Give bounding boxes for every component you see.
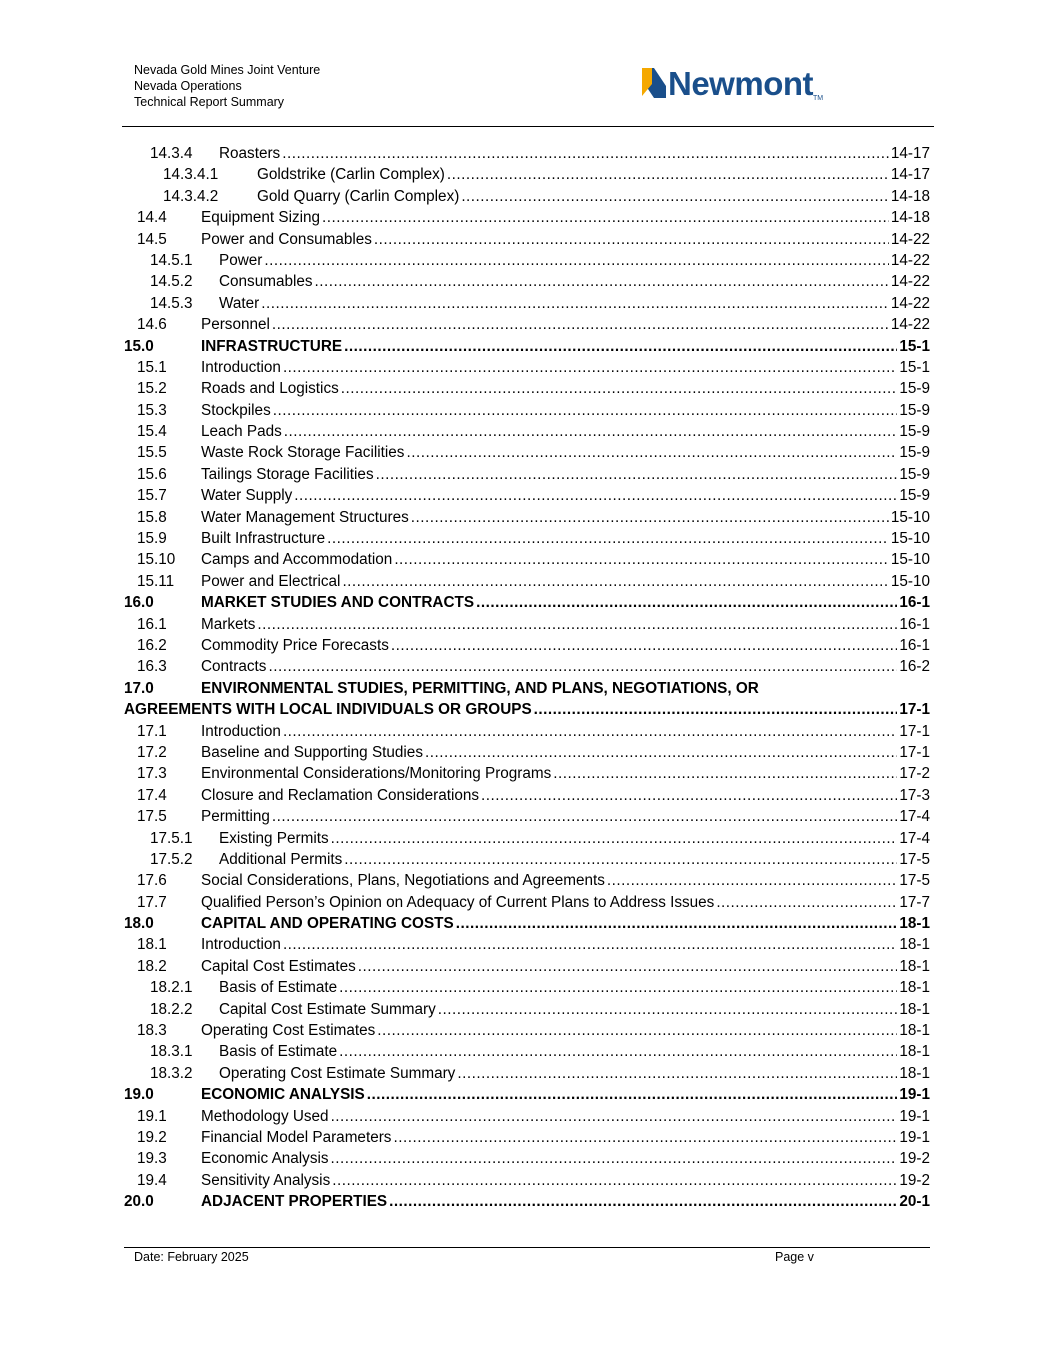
- toc-entry-title: Permitting: [201, 808, 270, 826]
- toc-entry-page: 19-1: [899, 1128, 930, 1146]
- toc-entry[interactable]: [124, 656, 930, 677]
- toc-entry[interactable]: [124, 699, 930, 720]
- toc-entry[interactable]: [124, 592, 930, 613]
- dot-leader: [391, 635, 898, 656]
- toc-entry-title: Power: [219, 251, 263, 269]
- toc-entry[interactable]: [124, 421, 930, 442]
- toc-entry-title: AGREEMENTS WITH LOCAL INDIVIDUALS OR GROUPS: [124, 701, 532, 719]
- header-divider: [122, 126, 934, 127]
- dot-leader: [377, 1020, 897, 1041]
- toc-entry-page: 17-1: [899, 743, 930, 761]
- toc-entry-page: 17-5: [899, 850, 930, 868]
- toc-entry-title: Gold Quarry (Carlin Complex): [257, 187, 460, 205]
- toc-entry[interactable]: [124, 507, 930, 528]
- toc-entry-page: 15-1: [899, 358, 930, 376]
- toc-entry-page: 18-1: [899, 1022, 930, 1040]
- toc-entry-number: 17.5.2: [150, 850, 193, 868]
- toc-entry-number: 15.6: [137, 465, 167, 483]
- toc-entry-page: 18-1: [899, 915, 930, 933]
- toc-entry-page: 14-22: [890, 230, 930, 248]
- toc-entry-title: Roasters: [219, 145, 281, 162]
- toc-entry-title: Water Supply: [201, 487, 293, 505]
- logo-trademark: TM: [813, 95, 824, 102]
- toc-entry-title: INFRASTRUCTURE: [201, 337, 343, 355]
- toc-entry-title: ECONOMIC ANALYSIS: [201, 1086, 365, 1104]
- toc-entry-number: 18.0: [124, 915, 154, 933]
- toc-entry-number: 15.3: [137, 401, 167, 419]
- toc-entry-page: 16-2: [899, 658, 930, 676]
- toc-entry-title: Additional Permits: [219, 850, 343, 868]
- toc-entry-title: Leach Pads: [201, 423, 282, 441]
- toc-entry-number: 15.2: [137, 380, 167, 398]
- toc-entry-number: 18.3: [137, 1022, 167, 1040]
- toc-entry-title: Consumables: [219, 273, 313, 291]
- toc-entry-number: 15.4: [137, 423, 167, 441]
- toc-entry-title: Existing Permits: [219, 829, 329, 847]
- toc-entry-title: Waste Rock Storage Facilities: [201, 444, 405, 462]
- toc-entry[interactable]: [124, 229, 930, 250]
- dot-leader: [457, 1063, 897, 1084]
- toc-entry[interactable]: [124, 849, 930, 870]
- dot-leader: [411, 507, 889, 528]
- dot-leader: [261, 293, 889, 314]
- toc-entry[interactable]: [124, 1041, 930, 1062]
- dot-leader: [332, 1170, 897, 1191]
- toc-entry-page: 14-18: [890, 209, 930, 227]
- toc-entry-page: 16-1: [899, 636, 930, 654]
- toc-entry[interactable]: [124, 336, 930, 357]
- toc-entry-page: 16-1: [899, 615, 930, 633]
- toc-entry-page: 19-2: [899, 1171, 930, 1189]
- toc-entry[interactable]: [124, 293, 930, 314]
- toc-entry[interactable]: [124, 378, 930, 399]
- toc-entry-title: Commodity Price Forecasts: [201, 636, 389, 654]
- toc-entry-title: Closure and Reclamation Considerations: [201, 786, 480, 804]
- toc-entry-title: Built Infrastructure: [201, 530, 326, 548]
- document-header: [134, 62, 320, 110]
- dot-leader: [389, 1191, 897, 1212]
- dot-leader: [283, 934, 897, 955]
- toc-entry-title: CAPITAL AND OPERATING COSTS: [201, 915, 454, 933]
- toc-entry[interactable]: [124, 164, 930, 185]
- toc-entry-number: 15.5: [137, 444, 167, 462]
- toc-entry[interactable]: [124, 485, 930, 506]
- toc-entry[interactable]: [124, 956, 930, 977]
- dot-leader: [327, 528, 889, 549]
- newmont-mark-icon: [640, 66, 668, 100]
- dot-leader: [461, 186, 889, 207]
- dot-leader: [322, 207, 889, 228]
- toc-entry-page: 15-1: [899, 337, 930, 355]
- toc-entry[interactable]: [124, 892, 930, 913]
- toc-entry-number: 19.1: [137, 1107, 167, 1125]
- footer-page-number: Page v: [775, 1250, 814, 1264]
- toc-entry-number: 15.0: [124, 337, 154, 355]
- toc-entry-number: 14.5.2: [150, 273, 193, 291]
- toc-entry[interactable]: [124, 528, 930, 549]
- dot-leader: [534, 699, 898, 720]
- dot-leader: [438, 999, 898, 1020]
- dot-leader: [331, 1148, 898, 1169]
- toc-entry[interactable]: [124, 464, 930, 485]
- toc-entry-page: 14-17: [890, 166, 930, 184]
- dot-leader: [447, 164, 889, 185]
- footer-date: Date: February 2025: [134, 1250, 249, 1264]
- dot-leader: [283, 357, 897, 378]
- toc-entry-page: 20-1: [899, 1193, 930, 1211]
- toc-entry-page: 14-22: [890, 294, 930, 312]
- toc-entry-number: 18.2: [137, 957, 167, 975]
- toc-entry-title: Qualified Person’s Opinion on Adequacy of Current Plans to Address Issues: [201, 893, 715, 911]
- toc-entry[interactable]: [124, 763, 930, 784]
- toc-entry-number: 18.1: [137, 936, 167, 954]
- toc-entry-title: Operating Cost Estimates: [201, 1022, 376, 1040]
- dot-leader: [268, 656, 897, 677]
- toc-entry-title: Basis of Estimate: [219, 1043, 338, 1061]
- toc-entry[interactable]: [124, 1106, 930, 1127]
- dot-leader: [344, 849, 897, 870]
- toc-entry-title: Financial Model Parameters: [201, 1128, 392, 1146]
- toc-entry-number: 17.4: [137, 786, 167, 804]
- dot-leader: [272, 806, 898, 827]
- toc-entry[interactable]: [124, 571, 930, 592]
- toc-entry-number: 14.5.1: [150, 251, 193, 269]
- toc-entry-page: 15-9: [899, 487, 930, 505]
- newmont-logo: [640, 66, 823, 102]
- toc-entry-number: 18.2.1: [150, 979, 193, 997]
- toc-entry-title: Introduction: [201, 722, 281, 740]
- toc-entry-number: 14.3.4.2: [163, 187, 219, 205]
- toc-entry[interactable]: [124, 250, 930, 271]
- toc-entry-title: Personnel: [201, 316, 270, 334]
- footer-divider: [124, 1247, 930, 1248]
- toc-entry[interactable]: [124, 314, 930, 335]
- toc-entry[interactable]: [124, 785, 930, 806]
- toc-entry[interactable]: [124, 1127, 930, 1148]
- toc-entry[interactable]: [124, 870, 930, 891]
- toc-entry[interactable]: [124, 934, 930, 955]
- dot-leader: [456, 913, 898, 934]
- toc-entry-page: 19-1: [899, 1086, 930, 1104]
- toc-entry-page: 15-9: [899, 380, 930, 398]
- toc-entry-number: 18.3.1: [150, 1043, 193, 1061]
- toc-entry-page: 19-2: [899, 1150, 930, 1168]
- header-company: Nevada Gold Mines Joint Venture: [134, 63, 321, 77]
- toc-entry-number: 14.5.3: [150, 294, 193, 312]
- dot-leader: [476, 592, 897, 613]
- dot-leader: [425, 742, 897, 763]
- toc-entry[interactable]: [124, 742, 930, 763]
- toc-entry[interactable]: [124, 400, 930, 421]
- dot-leader: [481, 785, 897, 806]
- toc-entry[interactable]: [124, 913, 930, 934]
- toc-entry-page: 14-22: [890, 273, 930, 291]
- toc-entry-title: Roads and Logistics: [201, 380, 339, 398]
- toc-entry-number: 17.0: [124, 679, 154, 697]
- toc-entry-page: 17-2: [899, 765, 930, 783]
- toc-entry-page: 18-1: [899, 1043, 930, 1061]
- dot-leader: [257, 614, 897, 635]
- toc-entry-number: 14.5: [137, 230, 167, 248]
- toc-entry-title: Power and Electrical: [201, 572, 341, 590]
- table-of-contents: [124, 143, 930, 1213]
- toc-entry-title: Environmental Considerations/Monitoring Programs: [201, 765, 552, 783]
- toc-entry-title: MARKET STUDIES AND CONTRACTS: [201, 594, 475, 612]
- toc-entry-title: Economic Analysis: [201, 1150, 329, 1168]
- toc-entry-title: Goldstrike (Carlin Complex): [257, 166, 445, 184]
- toc-entry[interactable]: [124, 1020, 930, 1041]
- toc-entry-page: 14-22: [890, 316, 930, 334]
- toc-entry-title: Markets: [201, 615, 256, 633]
- dot-leader: [553, 763, 897, 784]
- toc-entry-page: 17-5: [899, 872, 930, 890]
- toc-entry-number: 19.2: [137, 1128, 167, 1146]
- toc-entry-page: 14-17: [890, 145, 930, 162]
- dot-leader: [342, 571, 888, 592]
- dot-leader: [344, 336, 897, 357]
- toc-entry-number: 17.2: [137, 743, 167, 761]
- toc-entry-number: 20.0: [124, 1193, 154, 1211]
- toc-entry-number: 17.6: [137, 872, 167, 890]
- toc-entry-number: 15.9: [137, 530, 167, 548]
- header-report-type: Technical Report Summary: [134, 95, 285, 109]
- toc-entry-number: 15.11: [137, 572, 175, 590]
- toc-entry-number: 18.2.2: [150, 1000, 193, 1018]
- dot-leader: [331, 1106, 898, 1127]
- toc-entry-title: Methodology Used: [201, 1107, 329, 1125]
- toc-entry-page: 14-22: [890, 251, 930, 269]
- toc-entry-number: 17.3: [137, 765, 167, 783]
- toc-entry-page: 17-1: [899, 701, 930, 719]
- dot-leader: [374, 229, 889, 250]
- toc-entry-title: Tailings Storage Facilities: [201, 465, 374, 483]
- toc-entry-number: 14.3.4.1: [163, 166, 219, 184]
- toc-entry[interactable]: [124, 977, 930, 998]
- dot-leader: [272, 314, 889, 335]
- dot-leader: [358, 956, 898, 977]
- toc-entry-page: 17-4: [899, 829, 930, 847]
- toc-entry-title: Power and Consumables: [201, 230, 372, 248]
- toc-entry-number: 19.0: [124, 1086, 154, 1104]
- dot-leader: [607, 870, 897, 891]
- dot-leader: [294, 485, 897, 506]
- toc-entry[interactable]: [124, 186, 930, 207]
- toc-entry-page: 15-9: [899, 423, 930, 441]
- dot-leader: [367, 1084, 898, 1105]
- toc-entry-number: 17.5: [137, 808, 167, 826]
- toc-entry-number: 14.4: [137, 209, 167, 227]
- toc-entry-title: Introduction: [201, 936, 281, 954]
- toc-entry-number: 14.3.4: [150, 145, 193, 162]
- toc-entry-title: Camps and Accommodation: [201, 551, 393, 569]
- toc-entry-page: 16-1: [899, 594, 930, 612]
- dot-leader: [283, 721, 897, 742]
- dot-leader: [264, 250, 889, 271]
- toc-entry-number: 15.7: [137, 487, 167, 505]
- toc-entry-title: Basis of Estimate: [219, 979, 338, 997]
- toc-entry-number: 16.0: [124, 594, 154, 612]
- toc-entry-page: 19-1: [899, 1107, 930, 1125]
- toc-entry-page: 15-10: [890, 551, 930, 569]
- dot-leader: [331, 828, 898, 849]
- toc-entry-page: 14-18: [890, 187, 930, 205]
- toc-entry[interactable]: [124, 828, 930, 849]
- toc-entry-title: Social Considerations, Plans, Negotiations and Agreements: [201, 872, 605, 890]
- toc-entry[interactable]: [124, 1170, 930, 1191]
- toc-entry-title: Sensitivity Analysis: [201, 1171, 331, 1189]
- toc-entry[interactable]: [124, 678, 930, 699]
- toc-entry-number: 17.7: [137, 893, 167, 911]
- dot-leader: [339, 1041, 897, 1062]
- dot-leader: [284, 421, 898, 442]
- toc-entry-page: 15-10: [890, 572, 930, 590]
- toc-entry[interactable]: [124, 442, 930, 463]
- dot-leader: [315, 271, 889, 292]
- dot-leader: [341, 378, 898, 399]
- toc-entry[interactable]: [124, 271, 930, 292]
- toc-entry-number: 18.3.2: [150, 1064, 193, 1082]
- dot-leader: [273, 400, 898, 421]
- toc-entry-title: Introduction: [201, 358, 281, 376]
- toc-entry-page: 15-9: [899, 401, 930, 419]
- toc-entry-page: 15-10: [890, 530, 930, 548]
- toc-entry-title: Equipment Sizing: [201, 209, 321, 227]
- toc-entry-number: 16.2: [137, 636, 167, 654]
- toc-entry-title: Stockpiles: [201, 401, 271, 419]
- toc-entry-page: 17-7: [899, 893, 930, 911]
- toc-entry[interactable]: [124, 1063, 930, 1084]
- toc-entry-title: Capital Cost Estimates: [201, 957, 356, 975]
- toc-entry-number: 14.6: [137, 316, 167, 334]
- dot-leader: [716, 892, 897, 913]
- toc-entry-title: Baseline and Supporting Studies: [201, 743, 423, 761]
- toc-entry-page: 15-9: [899, 465, 930, 483]
- toc-entry-number: 19.3: [137, 1150, 167, 1168]
- toc-entry[interactable]: [124, 549, 930, 570]
- toc-entry[interactable]: [124, 614, 930, 635]
- toc-entry-page: 17-1: [899, 722, 930, 740]
- toc-entry-title: Contracts: [201, 658, 267, 676]
- toc-entry-number: 15.1: [137, 358, 167, 376]
- header-operation: Nevada Operations: [134, 79, 242, 93]
- toc-entry-number: 17.1: [137, 722, 167, 740]
- toc-entry[interactable]: [124, 143, 930, 164]
- toc-entry-number: 16.3: [137, 658, 167, 676]
- toc-entry-page: 15-9: [899, 444, 930, 462]
- toc-entry-page: 17-4: [899, 808, 930, 826]
- toc-entry[interactable]: [124, 1148, 930, 1169]
- toc-entry[interactable]: [124, 635, 930, 656]
- toc-entry-title: Water Management Structures: [201, 508, 409, 526]
- toc-entry-page: 18-1: [899, 979, 930, 997]
- toc-entry-page: 18-1: [899, 936, 930, 954]
- toc-entry-page: 18-1: [899, 1000, 930, 1018]
- toc-entry-page: 17-3: [899, 786, 930, 804]
- toc-entry[interactable]: [124, 999, 930, 1020]
- toc-entry-title: Capital Cost Estimate Summary: [219, 1000, 436, 1018]
- logo-wordmark: Newmont: [668, 65, 813, 102]
- dot-leader: [406, 442, 897, 463]
- toc-entry-title: Operating Cost Estimate Summary: [219, 1064, 456, 1082]
- dot-leader: [282, 143, 889, 164]
- dot-leader: [394, 549, 889, 570]
- toc-entry[interactable]: [124, 207, 930, 228]
- toc-entry-number: 15.8: [137, 508, 167, 526]
- dot-leader: [376, 464, 898, 485]
- dot-leader: [393, 1127, 897, 1148]
- toc-entry-title: Water: [219, 294, 260, 312]
- toc-entry[interactable]: [124, 357, 930, 378]
- toc-entry-number: 17.5.1: [150, 829, 193, 847]
- toc-entry-number: 15.10: [137, 551, 176, 569]
- toc-entry-number: 19.4: [137, 1171, 167, 1189]
- toc-entry-number: 16.1: [137, 615, 167, 633]
- toc-entry[interactable]: [124, 806, 930, 827]
- toc-entry-title: ENVIRONMENTAL STUDIES, PERMITTING, AND PLANS, NEGOTIATIONS, OR: [201, 679, 759, 697]
- toc-entry-page: 18-1: [899, 957, 930, 975]
- toc-entry-page: 15-10: [890, 508, 930, 526]
- toc-entry[interactable]: [124, 1084, 930, 1105]
- toc-entry[interactable]: [124, 1191, 930, 1212]
- dot-leader: [339, 977, 897, 998]
- toc-entry[interactable]: [124, 721, 930, 742]
- toc-entry-title: ADJACENT PROPERTIES: [201, 1193, 388, 1211]
- toc-entry-page: 18-1: [899, 1064, 930, 1082]
